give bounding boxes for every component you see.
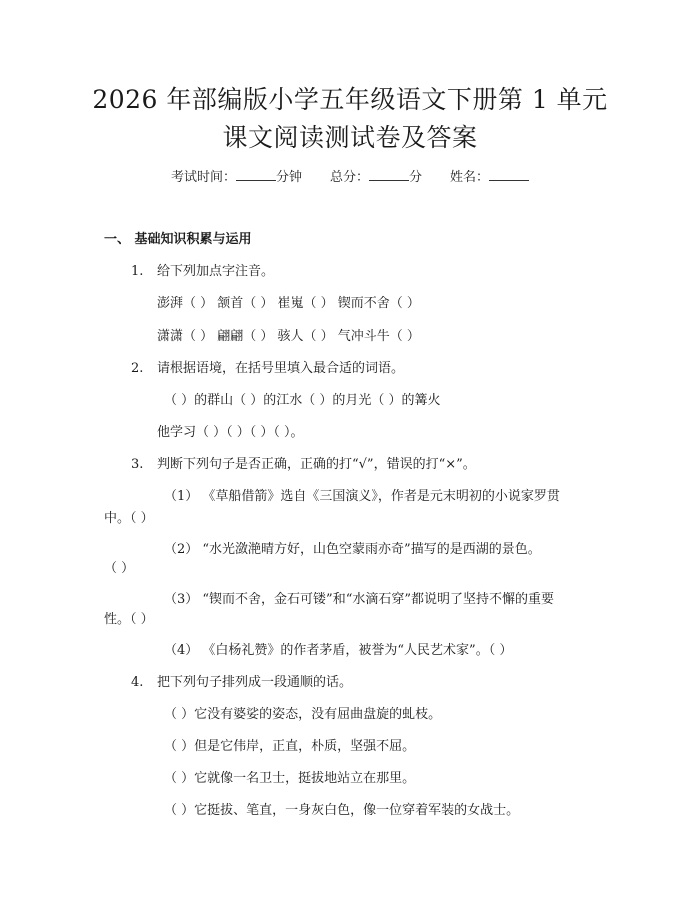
q1-row2: 潇潇（ ） 翩翩（ ） 骇人（ ） 气冲斗牛（ ） [157, 329, 420, 344]
question-text: 给下列加点字注音。 [157, 264, 275, 279]
question-text: 请根据语境，在括号里填入最合适的词语。 [157, 361, 405, 376]
q4-item1: （ ）它没有婆娑的姿态，没有屈曲盘旋的虬枝。 [164, 707, 442, 722]
time-label: 考试时间： [170, 170, 236, 185]
score-blank[interactable] [369, 168, 409, 181]
q4-item2: （ ）但是它伟岸，正直，朴质，坚强不屈。 [164, 739, 416, 754]
time-unit: 分钟 [275, 170, 302, 185]
question-text: 把下列句子排列成一段通顺的话。 [157, 675, 353, 690]
q4-item3: （ ）它就像一名卫士，挺拔地站立在那里。 [164, 771, 416, 786]
q2-row2: 他学习（ ）（ ）（ ）（ ）。 [157, 425, 304, 440]
q1-row1: 澎湃（ ） 颔首（ ） 崔嵬（ ） 锲而不舍（ ） [157, 296, 420, 311]
q3-item3-line1: （3） “锲而不舍，金石可镂”和“水滴石穿”都说明了坚持不懈的重要 [164, 592, 554, 607]
score-label: 总分： [329, 170, 369, 185]
name-blank[interactable] [489, 168, 529, 181]
q3-item3-line2: 性。（ ） [104, 612, 154, 627]
question-number: 2. [131, 361, 144, 376]
q3-item2-line1: （2） “水光潋滟晴方好，山色空蒙雨亦奇”描写的是西湖的景色。 [164, 542, 541, 557]
q3-item1-line1: （1） 《草船借箭》选自《三国演义》，作者是元末明初的小说家罗贯 [164, 489, 560, 504]
question-number: 4. [131, 675, 144, 690]
question-number: 1. [131, 264, 144, 279]
page-title-line1: 2026 年部编版小学五年级语文下册第 1 单元 [92, 85, 608, 114]
q3-item4-line1: （4） 《白杨礼赞》的作者茅盾，被誉为“人民艺术家”。（ ） [164, 643, 513, 658]
question-text: 判断下列句子是否正确，正确的打“√”，错误的打“×”。 [157, 457, 476, 472]
q4-item4: （ ）它挺拔、笔直，一身灰白色，像一位穿着军装的女战士。 [164, 803, 520, 818]
score-unit: 分 [409, 170, 423, 185]
question-number: 3. [131, 457, 144, 472]
q3-item2-line2: （ ） [104, 561, 135, 576]
time-blank[interactable] [236, 168, 276, 181]
page-title-line2: 课文阅读测试卷及答案 [222, 123, 478, 152]
q3-item1-line2: 中。（ ） [104, 511, 154, 526]
exam-meta [0, 168, 700, 188]
q2-row1: （ ）的群山（ ）的江水（ ）的月光（ ）的篝火 [164, 393, 441, 408]
name-label: 姓名： [450, 170, 490, 185]
section-heading: 一、 基础知识积累与运用 [104, 232, 252, 247]
